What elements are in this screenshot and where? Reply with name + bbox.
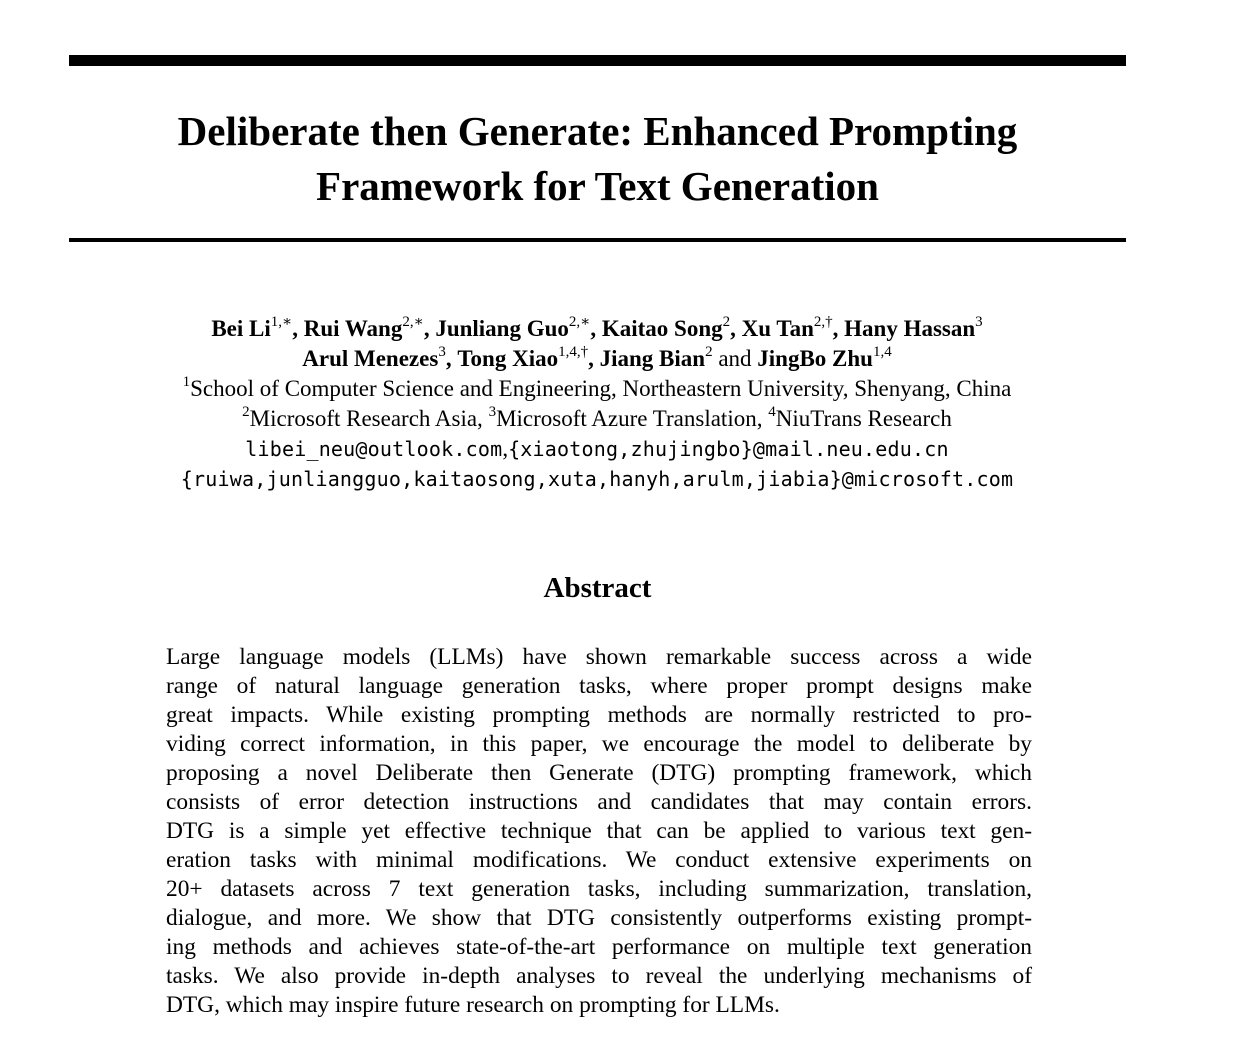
affiliation-text: School of Computer Science and Engineering, Northeastern University, Shenyang, China — [190, 376, 1012, 401]
author-name: Kaitao Song — [601, 316, 723, 341]
affiliation-sup: 4 — [768, 404, 776, 421]
affiliation-text: Microsoft Research Asia, — [249, 406, 483, 431]
author-line-1 — [40, 314, 1154, 344]
email-line-2 — [40, 464, 1154, 494]
author-and: and — [718, 346, 752, 371]
author-sup: 2 — [705, 344, 713, 361]
abstract-heading: Abstract — [543, 572, 652, 604]
author-sup: 2,∗ — [568, 314, 591, 331]
paper-title — [69, 104, 1126, 214]
author-sup: 1,4 — [872, 344, 892, 361]
author-sup: 2,∗ — [402, 314, 424, 331]
author-separator: , — [588, 346, 594, 371]
abstract-line: DTG, which may inspire future research on prompting for LLMs. — [166, 992, 780, 1018]
author-name: Tong Xiao — [457, 346, 559, 371]
abstract-line: range of natural language generation tasks, where proper prompt designs make — [166, 673, 1032, 699]
abstract-body — [166, 643, 1032, 1020]
email-address: {ruiwa,junliangguo,kaitaosong,xuta,hanyh,arulm,jiabia}@microsoft.com — [180, 467, 1014, 491]
author-sup: 2,† — [813, 314, 833, 331]
affiliation-line-1 — [40, 374, 1154, 404]
email-line-1 — [40, 434, 1154, 464]
author-sup: 1,∗ — [270, 314, 293, 331]
author-separator: , — [730, 316, 736, 341]
author-name: Junliang Guo — [435, 316, 569, 341]
author-separator: , — [445, 346, 452, 371]
abstract-line: proposing a novel Deliberate then Generate (DTG) prompting framework, which — [166, 760, 1032, 786]
author-block — [40, 314, 1154, 494]
author-name: JingBo Zhu — [757, 346, 873, 371]
author-name: Jiang Bian — [599, 346, 706, 371]
abstract-line: dialogue, and more. We show that DTG consistently outperforms existing prompt- — [166, 905, 1032, 931]
author-sup: 3 — [975, 314, 983, 331]
top-rule — [69, 55, 1126, 66]
author-sup: 1,4,† — [558, 344, 589, 361]
affiliation-text: Microsoft Azure Translation, — [496, 406, 763, 431]
affiliation-text: NiuTrans Research — [775, 406, 952, 431]
email-address: libei_neu@outlook.com — [245, 437, 503, 461]
author-separator: , — [590, 316, 597, 341]
author-name: Arul Menezes — [302, 346, 439, 371]
abstract-line: viding correct information, in this paper, we encourage the model to deliberate by — [166, 731, 1032, 757]
affiliation-line-2 — [40, 404, 1154, 434]
abstract-line: eration tasks with minimal modifications. We conduct extensive experiments on — [166, 847, 1032, 873]
affiliation-sup: 3 — [488, 404, 497, 421]
author-name: Rui Wang — [303, 316, 403, 341]
author-name: Bei Li — [211, 316, 271, 341]
email-address: {xiaotong,zhujingbo}@mail.neu.edu.cn — [508, 437, 949, 461]
abstract-line: DTG is a simple yet effective technique that can be applied to various text gen- — [166, 818, 1032, 844]
bottom-rule — [69, 238, 1126, 242]
author-separator: , — [423, 316, 430, 341]
author-separator: , — [832, 316, 839, 341]
author-separator: , — [292, 316, 298, 341]
title-line-2: Framework for Text Generation — [316, 163, 879, 209]
author-sup: 2 — [722, 314, 731, 331]
email-separator: , — [502, 436, 509, 461]
abstract-line: consists of error detection instructions and candidates that may contain errors. — [166, 789, 1032, 815]
author-line-2 — [40, 344, 1154, 374]
affiliation-sup: 2 — [242, 404, 250, 421]
abstract-line: great impacts. While existing prompting methods are normally restricted to pro- — [166, 702, 1032, 728]
author-name: Hany Hassan — [844, 316, 976, 341]
affiliation-sup: 1 — [182, 374, 191, 391]
abstract-line: tasks. We also provide in-depth analyses to reveal the underlying mechanisms of — [166, 963, 1032, 989]
abstract-line: 20+ datasets across 7 text generation tasks, including summarization, translation, — [166, 876, 1032, 902]
abstract-line: Large language models (LLMs) have shown remarkable success across a wide — [166, 644, 1032, 670]
abstract-line: ing methods and achieves state-of-the-art performance on multiple text generation — [166, 934, 1032, 960]
author-name: Xu Tan — [741, 316, 814, 341]
author-sup: 3 — [438, 344, 446, 361]
title-line-1: Deliberate then Generate: Enhanced Prompting — [177, 108, 1018, 154]
